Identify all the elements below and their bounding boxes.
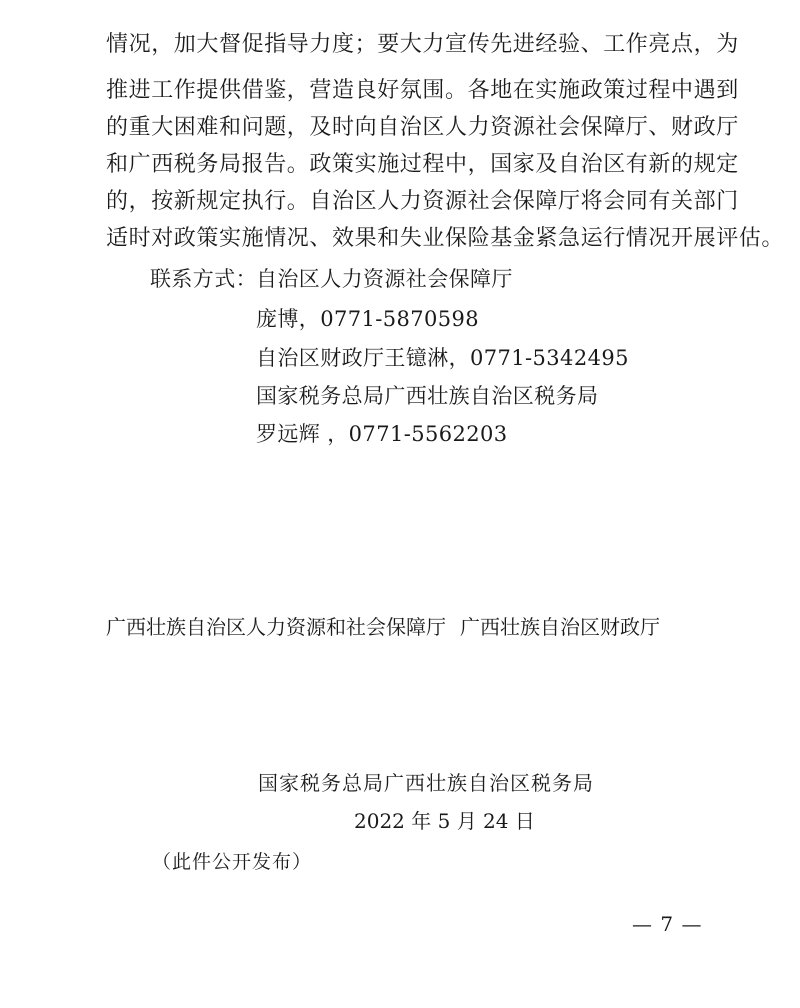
body-paragraph-line: 适时对政策实施情况、效果和失业保险基金紧急运行情况开展评估。 bbox=[106, 226, 785, 251]
body-paragraph-line: 和广西税务局报告。政策实施过程中，国家及自治区有新的规定 bbox=[106, 152, 739, 177]
body-paragraph-line: 推进工作提供借鉴，营造良好氛围。各地在实施政策过程中遇到 bbox=[106, 78, 739, 103]
contact-line: 国家税务总局广西壮族自治区税务局 bbox=[256, 384, 599, 408]
contact-line: 自治区人力资源社会保障厅 bbox=[256, 267, 513, 291]
body-paragraph-line: 的，按新规定执行。自治区人力资源社会保障厅将会同有关部门 bbox=[106, 189, 739, 214]
page-number: — 7 — bbox=[632, 912, 703, 936]
body-paragraph-line: 情况，加大督促指导力度；要大力宣传先进经验、工作亮点，为 bbox=[106, 32, 739, 57]
publication-note: （此件公开发布） bbox=[152, 851, 313, 873]
body-paragraph-line: 的重大困难和问题，及时向自治区人力资源社会保障厅、财政厅 bbox=[106, 115, 739, 140]
signature-hrss-department: 广西壮族自治区人力资源和社会保障厅 bbox=[106, 615, 446, 639]
contact-line: 罗远辉 ，0771-5562203 bbox=[256, 422, 508, 446]
contact-line: 庞博，0771-5870598 bbox=[256, 307, 480, 331]
signature-finance-department: 广西壮族自治区财政厅 bbox=[460, 615, 660, 639]
signature-tax-bureau: 国家税务总局广西壮族自治区税务局 bbox=[258, 771, 594, 795]
contact-label: 联系方式： bbox=[150, 267, 257, 291]
document-date: 2022 年 5 月 24 日 bbox=[354, 809, 535, 833]
contact-line: 自治区财政厅王镱淋，0771-5342495 bbox=[256, 346, 629, 370]
